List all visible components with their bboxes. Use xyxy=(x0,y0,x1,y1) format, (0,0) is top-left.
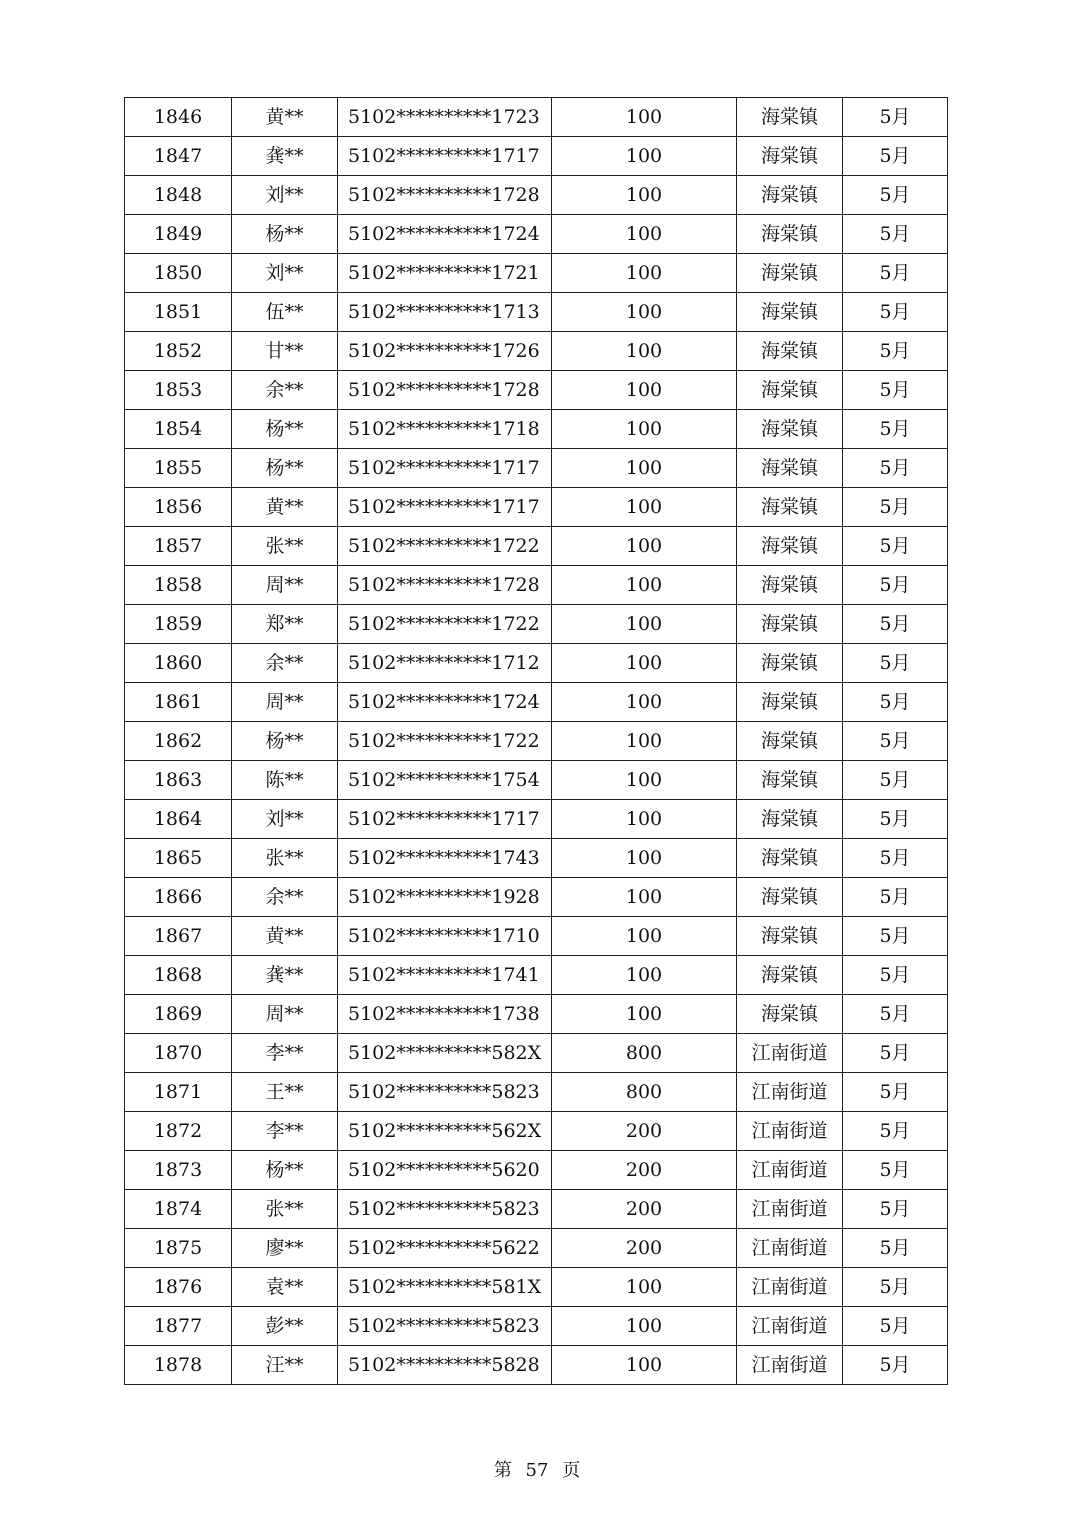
cell-id-number: 5102**********1717 xyxy=(338,488,552,527)
cell-amount: 100 xyxy=(552,176,737,215)
cell-serial-number: 1859 xyxy=(125,605,232,644)
cell-id-number: 5102**********1726 xyxy=(338,332,552,371)
cell-area: 江南街道 xyxy=(737,1073,843,1112)
cell-id-number: 5102**********1743 xyxy=(338,839,552,878)
cell-serial-number: 1868 xyxy=(125,956,232,995)
cell-id-number: 5102**********1717 xyxy=(338,449,552,488)
cell-name: 袁** xyxy=(232,1268,338,1307)
cell-area: 江南街道 xyxy=(737,1034,843,1073)
cell-id-number: 5102**********5828 xyxy=(338,1346,552,1385)
cell-amount: 100 xyxy=(552,644,737,683)
cell-serial-number: 1860 xyxy=(125,644,232,683)
page-footer xyxy=(0,1456,1074,1482)
cell-id-number: 5102**********1721 xyxy=(338,254,552,293)
cell-amount: 100 xyxy=(552,332,737,371)
cell-area: 海棠镇 xyxy=(737,527,843,566)
cell-month: 5月 xyxy=(843,605,948,644)
cell-id-number: 5102**********1741 xyxy=(338,956,552,995)
cell-serial-number: 1878 xyxy=(125,1346,232,1385)
cell-amount: 100 xyxy=(552,1268,737,1307)
cell-name: 刘** xyxy=(232,176,338,215)
cell-month: 5月 xyxy=(843,176,948,215)
cell-name: 李** xyxy=(232,1034,338,1073)
cell-month: 5月 xyxy=(843,1034,948,1073)
cell-serial-number: 1852 xyxy=(125,332,232,371)
cell-id-number: 5102**********1754 xyxy=(338,761,552,800)
cell-area: 海棠镇 xyxy=(737,293,843,332)
table-row xyxy=(125,1307,948,1346)
cell-amount: 200 xyxy=(552,1151,737,1190)
cell-serial-number: 1875 xyxy=(125,1229,232,1268)
table-row xyxy=(125,1346,948,1385)
cell-area: 海棠镇 xyxy=(737,839,843,878)
cell-month: 5月 xyxy=(843,566,948,605)
table-row xyxy=(125,371,948,410)
cell-id-number: 5102**********5823 xyxy=(338,1073,552,1112)
cell-area: 江南街道 xyxy=(737,1190,843,1229)
table-row xyxy=(125,293,948,332)
cell-area: 海棠镇 xyxy=(737,800,843,839)
cell-name: 周** xyxy=(232,566,338,605)
cell-amount: 100 xyxy=(552,449,737,488)
table-row xyxy=(125,527,948,566)
cell-name: 周** xyxy=(232,683,338,722)
page-number: 57 xyxy=(525,1460,549,1481)
table-row xyxy=(125,683,948,722)
cell-area: 海棠镇 xyxy=(737,683,843,722)
table-row xyxy=(125,137,948,176)
cell-amount: 100 xyxy=(552,878,737,917)
cell-serial-number: 1877 xyxy=(125,1307,232,1346)
cell-area: 江南街道 xyxy=(737,1268,843,1307)
cell-month: 5月 xyxy=(843,1268,948,1307)
cell-serial-number: 1869 xyxy=(125,995,232,1034)
cell-amount: 100 xyxy=(552,98,737,137)
cell-serial-number: 1855 xyxy=(125,449,232,488)
cell-name: 王** xyxy=(232,1073,338,1112)
table-row xyxy=(125,410,948,449)
table-row xyxy=(125,176,948,215)
cell-area: 海棠镇 xyxy=(737,137,843,176)
cell-month: 5月 xyxy=(843,1112,948,1151)
cell-serial-number: 1861 xyxy=(125,683,232,722)
cell-area: 海棠镇 xyxy=(737,644,843,683)
table-row xyxy=(125,605,948,644)
cell-id-number: 5102**********1718 xyxy=(338,410,552,449)
records-table xyxy=(124,97,948,1385)
cell-name: 余** xyxy=(232,878,338,917)
cell-serial-number: 1871 xyxy=(125,1073,232,1112)
cell-id-number: 5102**********5620 xyxy=(338,1151,552,1190)
cell-amount: 100 xyxy=(552,839,737,878)
cell-id-number: 5102**********5823 xyxy=(338,1307,552,1346)
cell-area: 江南街道 xyxy=(737,1151,843,1190)
cell-id-number: 5102**********581X xyxy=(338,1268,552,1307)
cell-area: 海棠镇 xyxy=(737,761,843,800)
cell-name: 杨** xyxy=(232,449,338,488)
cell-serial-number: 1862 xyxy=(125,722,232,761)
cell-serial-number: 1853 xyxy=(125,371,232,410)
cell-month: 5月 xyxy=(843,956,948,995)
page-number-prefix: 第 xyxy=(493,1460,512,1481)
table-row xyxy=(125,1190,948,1229)
cell-month: 5月 xyxy=(843,1151,948,1190)
cell-name: 黄** xyxy=(232,488,338,527)
cell-id-number: 5102**********1713 xyxy=(338,293,552,332)
records-table-body xyxy=(125,98,948,1385)
cell-id-number: 5102**********1928 xyxy=(338,878,552,917)
cell-id-number: 5102**********1712 xyxy=(338,644,552,683)
cell-month: 5月 xyxy=(843,644,948,683)
table-row xyxy=(125,761,948,800)
cell-amount: 200 xyxy=(552,1112,737,1151)
cell-serial-number: 1850 xyxy=(125,254,232,293)
cell-amount: 100 xyxy=(552,917,737,956)
table-row xyxy=(125,1229,948,1268)
table-row xyxy=(125,449,948,488)
cell-name: 张** xyxy=(232,839,338,878)
table-row xyxy=(125,800,948,839)
cell-serial-number: 1865 xyxy=(125,839,232,878)
cell-id-number: 5102**********1724 xyxy=(338,683,552,722)
cell-area: 江南街道 xyxy=(737,1229,843,1268)
cell-serial-number: 1872 xyxy=(125,1112,232,1151)
table-row xyxy=(125,254,948,293)
cell-amount: 200 xyxy=(552,1190,737,1229)
cell-amount: 100 xyxy=(552,761,737,800)
cell-id-number: 5102**********1717 xyxy=(338,137,552,176)
cell-serial-number: 1873 xyxy=(125,1151,232,1190)
cell-month: 5月 xyxy=(843,1307,948,1346)
cell-month: 5月 xyxy=(843,215,948,254)
cell-month: 5月 xyxy=(843,995,948,1034)
cell-name: 杨** xyxy=(232,215,338,254)
table-row xyxy=(125,1151,948,1190)
cell-serial-number: 1856 xyxy=(125,488,232,527)
cell-month: 5月 xyxy=(843,332,948,371)
cell-name: 周** xyxy=(232,995,338,1034)
cell-amount: 100 xyxy=(552,293,737,332)
cell-id-number: 5102**********5622 xyxy=(338,1229,552,1268)
cell-name: 刘** xyxy=(232,800,338,839)
cell-serial-number: 1876 xyxy=(125,1268,232,1307)
cell-id-number: 5102**********562X xyxy=(338,1112,552,1151)
cell-month: 5月 xyxy=(843,722,948,761)
cell-name: 张** xyxy=(232,1190,338,1229)
cell-month: 5月 xyxy=(843,371,948,410)
cell-area: 海棠镇 xyxy=(737,449,843,488)
cell-name: 甘** xyxy=(232,332,338,371)
cell-serial-number: 1854 xyxy=(125,410,232,449)
cell-id-number: 5102**********1722 xyxy=(338,722,552,761)
cell-serial-number: 1849 xyxy=(125,215,232,254)
cell-name: 黄** xyxy=(232,98,338,137)
cell-month: 5月 xyxy=(843,1346,948,1385)
cell-area: 海棠镇 xyxy=(737,254,843,293)
cell-month: 5月 xyxy=(843,98,948,137)
table-row xyxy=(125,644,948,683)
table-row xyxy=(125,488,948,527)
cell-name: 彭** xyxy=(232,1307,338,1346)
cell-id-number: 5102**********1717 xyxy=(338,800,552,839)
cell-month: 5月 xyxy=(843,488,948,527)
cell-name: 郑** xyxy=(232,605,338,644)
cell-name: 龚** xyxy=(232,956,338,995)
cell-serial-number: 1864 xyxy=(125,800,232,839)
cell-name: 陈** xyxy=(232,761,338,800)
cell-month: 5月 xyxy=(843,293,948,332)
cell-area: 海棠镇 xyxy=(737,98,843,137)
cell-id-number: 5102**********1722 xyxy=(338,605,552,644)
cell-area: 海棠镇 xyxy=(737,605,843,644)
cell-id-number: 5102**********1723 xyxy=(338,98,552,137)
cell-month: 5月 xyxy=(843,1229,948,1268)
cell-id-number: 5102**********1722 xyxy=(338,527,552,566)
cell-serial-number: 1867 xyxy=(125,917,232,956)
page-number-suffix: 页 xyxy=(562,1460,581,1481)
cell-month: 5月 xyxy=(843,800,948,839)
cell-id-number: 5102**********1724 xyxy=(338,215,552,254)
table-row xyxy=(125,98,948,137)
cell-month: 5月 xyxy=(843,410,948,449)
cell-month: 5月 xyxy=(843,878,948,917)
cell-month: 5月 xyxy=(843,839,948,878)
cell-area: 海棠镇 xyxy=(737,917,843,956)
cell-name: 廖** xyxy=(232,1229,338,1268)
cell-amount: 100 xyxy=(552,410,737,449)
cell-name: 杨** xyxy=(232,410,338,449)
cell-month: 5月 xyxy=(843,527,948,566)
cell-area: 江南街道 xyxy=(737,1307,843,1346)
cell-amount: 100 xyxy=(552,956,737,995)
cell-area: 海棠镇 xyxy=(737,332,843,371)
cell-amount: 800 xyxy=(552,1034,737,1073)
cell-amount: 100 xyxy=(552,137,737,176)
cell-name: 杨** xyxy=(232,722,338,761)
cell-area: 海棠镇 xyxy=(737,488,843,527)
cell-id-number: 5102**********582X xyxy=(338,1034,552,1073)
cell-amount: 200 xyxy=(552,1229,737,1268)
cell-month: 5月 xyxy=(843,137,948,176)
table-row xyxy=(125,956,948,995)
cell-area: 海棠镇 xyxy=(737,995,843,1034)
cell-name: 余** xyxy=(232,371,338,410)
cell-id-number: 5102**********1728 xyxy=(338,176,552,215)
cell-serial-number: 1847 xyxy=(125,137,232,176)
cell-name: 刘** xyxy=(232,254,338,293)
cell-name: 汪** xyxy=(232,1346,338,1385)
cell-month: 5月 xyxy=(843,1190,948,1229)
cell-serial-number: 1848 xyxy=(125,176,232,215)
table-row xyxy=(125,1268,948,1307)
table-row xyxy=(125,215,948,254)
cell-serial-number: 1851 xyxy=(125,293,232,332)
cell-amount: 100 xyxy=(552,371,737,410)
cell-amount: 100 xyxy=(552,488,737,527)
cell-serial-number: 1863 xyxy=(125,761,232,800)
cell-amount: 100 xyxy=(552,527,737,566)
cell-amount: 100 xyxy=(552,1346,737,1385)
cell-name: 伍** xyxy=(232,293,338,332)
cell-area: 海棠镇 xyxy=(737,956,843,995)
table-row xyxy=(125,722,948,761)
cell-amount: 100 xyxy=(552,800,737,839)
cell-area: 海棠镇 xyxy=(737,410,843,449)
table-row xyxy=(125,1073,948,1112)
cell-area: 海棠镇 xyxy=(737,215,843,254)
table-row xyxy=(125,878,948,917)
table-row xyxy=(125,839,948,878)
cell-area: 海棠镇 xyxy=(737,371,843,410)
cell-month: 5月 xyxy=(843,761,948,800)
cell-amount: 100 xyxy=(552,722,737,761)
cell-area: 江南街道 xyxy=(737,1346,843,1385)
cell-name: 李** xyxy=(232,1112,338,1151)
cell-serial-number: 1846 xyxy=(125,98,232,137)
table-row xyxy=(125,917,948,956)
cell-area: 海棠镇 xyxy=(737,566,843,605)
cell-month: 5月 xyxy=(843,449,948,488)
cell-amount: 100 xyxy=(552,683,737,722)
table-row xyxy=(125,566,948,605)
cell-month: 5月 xyxy=(843,917,948,956)
table-row xyxy=(125,1112,948,1151)
cell-area: 海棠镇 xyxy=(737,176,843,215)
cell-id-number: 5102**********1710 xyxy=(338,917,552,956)
cell-area: 海棠镇 xyxy=(737,722,843,761)
cell-id-number: 5102**********1738 xyxy=(338,995,552,1034)
cell-amount: 100 xyxy=(552,1307,737,1346)
cell-month: 5月 xyxy=(843,254,948,293)
cell-amount: 100 xyxy=(552,605,737,644)
cell-amount: 100 xyxy=(552,566,737,605)
cell-name: 杨** xyxy=(232,1151,338,1190)
table-row xyxy=(125,332,948,371)
cell-serial-number: 1858 xyxy=(125,566,232,605)
cell-id-number: 5102**********5823 xyxy=(338,1190,552,1229)
table-row xyxy=(125,995,948,1034)
cell-amount: 100 xyxy=(552,995,737,1034)
cell-name: 张** xyxy=(232,527,338,566)
cell-id-number: 5102**********1728 xyxy=(338,371,552,410)
cell-serial-number: 1870 xyxy=(125,1034,232,1073)
cell-serial-number: 1857 xyxy=(125,527,232,566)
cell-month: 5月 xyxy=(843,1073,948,1112)
cell-serial-number: 1866 xyxy=(125,878,232,917)
cell-month: 5月 xyxy=(843,683,948,722)
table-row xyxy=(125,1034,948,1073)
cell-amount: 800 xyxy=(552,1073,737,1112)
cell-area: 海棠镇 xyxy=(737,878,843,917)
cell-name: 余** xyxy=(232,644,338,683)
cell-id-number: 5102**********1728 xyxy=(338,566,552,605)
cell-name: 黄** xyxy=(232,917,338,956)
cell-serial-number: 1874 xyxy=(125,1190,232,1229)
cell-area: 江南街道 xyxy=(737,1112,843,1151)
cell-amount: 100 xyxy=(552,254,737,293)
cell-amount: 100 xyxy=(552,215,737,254)
cell-name: 龚** xyxy=(232,137,338,176)
